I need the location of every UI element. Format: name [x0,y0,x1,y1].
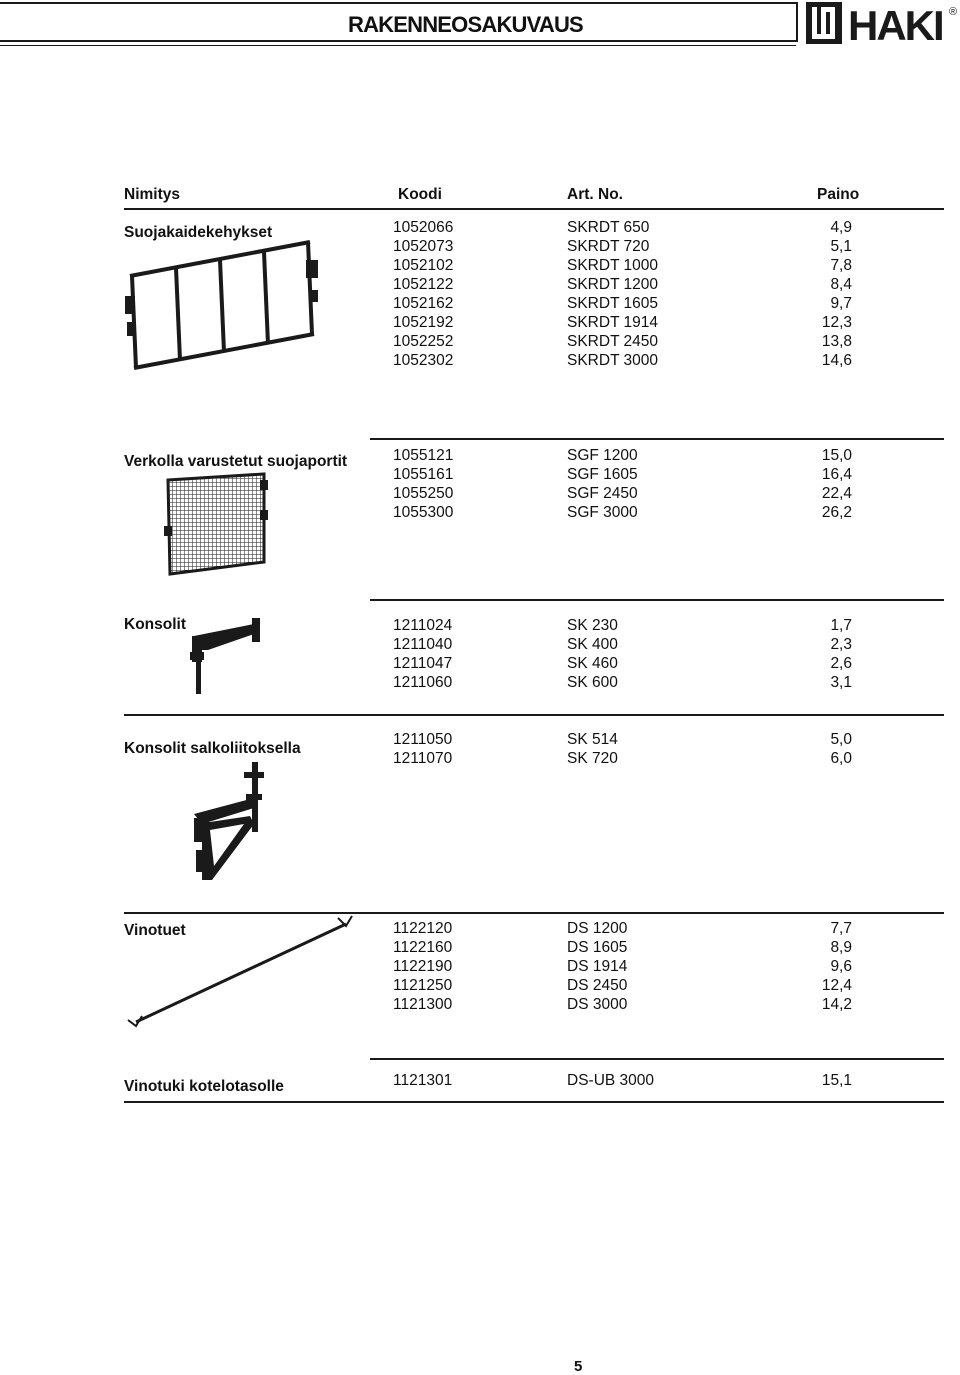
art-cell: SKRDT 1914 [567,314,659,331]
art-cell: SK 514 [567,731,618,748]
bottom-rule [124,1101,944,1103]
code-cell: 1055250 [393,485,454,502]
weight-cell: 14,2 [821,996,852,1013]
code-cell: 1052102 [393,257,454,274]
art-cell: SKRDT 1605 [567,295,659,312]
weight-cell: 8,9 [830,939,852,956]
section-codes [393,446,453,522]
weight-cell: 4,9 [830,219,852,236]
weight-cell: 12,3 [821,314,852,331]
section-weights [790,616,852,692]
weight-cell: 5,0 [830,731,852,748]
art-cell: SK 720 [567,750,618,767]
section-codes [393,919,452,1014]
section-weights [790,919,852,1014]
column-header-art: Art. No. [567,186,623,203]
weight-cell: 3,1 [830,674,852,691]
mesh-gate-icon [160,470,272,580]
column-header-code: Koodi [398,186,442,203]
code-cell: 1211024 [393,617,453,634]
code-cell: 1122120 [393,920,453,937]
section-name-diagonal-braces: Vinotuet [124,922,186,939]
art-cell: DS 1914 [567,958,628,975]
section-rule [370,438,944,440]
section-weights [790,1071,852,1090]
weight-cell: 9,6 [830,958,852,975]
art-cell: SK 460 [567,655,618,672]
console-pole-bracket-icon [188,758,274,882]
section-codes [393,616,452,692]
art-cell: DS-UB 3000 [567,1072,655,1089]
section-arts [567,616,618,692]
console-bracket-icon [186,614,268,696]
art-cell: DS 2450 [567,977,628,994]
code-cell: 1211050 [393,731,453,748]
code-cell: 1211060 [393,674,453,691]
code-cell: 1211040 [393,636,453,653]
weight-cell: 14,6 [821,352,852,369]
weight-cell: 7,8 [830,257,852,274]
art-cell: DS 3000 [567,996,628,1013]
header-rule [124,208,944,210]
page-number: 5 [574,1358,583,1375]
code-cell: 1121301 [393,1072,453,1089]
art-cell: DS 1200 [567,920,628,937]
code-cell: 1055121 [393,447,454,464]
weight-cell: 1,7 [830,617,852,634]
code-cell: 1211070 [393,750,453,767]
code-cell: 1052073 [393,238,454,255]
code-cell: 1055300 [393,504,454,521]
weight-cell: 2,3 [830,636,852,653]
weight-cell: 6,0 [830,750,852,767]
code-cell: 1211047 [393,655,453,672]
section-weights [790,218,852,370]
weight-cell: 26,2 [821,504,852,521]
weight-cell: 15,0 [821,447,852,464]
section-codes [393,1071,452,1090]
code-cell: 1052162 [393,295,454,312]
weight-cell: 13,8 [821,333,852,350]
art-cell: SKRDT 1000 [567,257,659,274]
art-cell: SGF 1605 [567,466,638,483]
column-header-name: Nimitys [124,186,180,203]
weight-cell: 7,7 [830,920,852,937]
section-name-consoles: Konsolit [124,616,186,633]
weight-cell: 12,4 [821,977,852,994]
logo-text: HAKI [848,2,943,46]
art-cell: SK 230 [567,617,618,634]
weight-cell: 22,4 [821,485,852,502]
code-cell: 1122190 [393,958,453,975]
section-rule [370,599,944,601]
guardrail-frame-icon [120,236,330,378]
weight-cell: 8,4 [830,276,852,293]
code-cell: 1121300 [393,996,453,1013]
section-codes [393,730,452,768]
section-rule [370,1058,944,1060]
section-codes [393,218,453,370]
section-rule [124,714,944,716]
section-weights [790,730,852,768]
section-arts [567,446,638,522]
weight-cell: 16,4 [821,466,852,483]
section-name-mesh-gates: Verkolla varustetut suojaportit [124,453,348,470]
code-cell: 1121250 [393,977,453,994]
section-arts [567,919,627,1014]
column-header-weight: Paino [817,186,860,203]
section-arts [567,730,618,768]
art-cell: SKRDT 2450 [567,333,659,350]
section-name-guardrail-frames: Suojakaidekehykset [124,224,273,241]
art-cell: SGF 3000 [567,504,638,521]
weight-cell: 2,6 [830,655,852,672]
logo-registered-mark: ® [949,6,958,18]
art-cell: DS 1605 [567,939,628,956]
code-cell: 1052252 [393,333,454,350]
code-cell: 1122160 [393,939,453,956]
weight-cell: 9,7 [830,295,852,312]
haki-logo [806,2,958,46]
art-cell: SK 400 [567,636,618,653]
art-cell: SKRDT 1200 [567,276,659,293]
art-cell: SK 600 [567,674,618,691]
code-cell: 1052066 [393,219,454,236]
weight-cell: 15,1 [821,1072,852,1089]
weight-cell: 5,1 [830,238,852,255]
section-weights [790,446,852,522]
code-cell: 1052122 [393,276,454,293]
art-cell: SGF 1200 [567,447,638,464]
art-cell: SKRDT 720 [567,238,650,255]
code-cell: 1052192 [393,314,454,331]
art-cell: SGF 2450 [567,485,638,502]
art-cell: SKRDT 650 [567,219,650,236]
page-title: RAKENNEOSAKUVAUS [348,12,583,37]
code-cell: 1052302 [393,352,454,369]
section-name-diagonal-brace-box: Vinotuki kotelotasolle [124,1078,284,1095]
section-name-consoles-pole: Konsolit salkoliitoksella [124,740,301,757]
code-cell: 1055161 [393,466,454,483]
section-arts [567,218,658,370]
diagonal-brace-icon [124,912,360,1032]
art-cell: SKRDT 3000 [567,352,659,369]
section-arts [567,1071,654,1090]
